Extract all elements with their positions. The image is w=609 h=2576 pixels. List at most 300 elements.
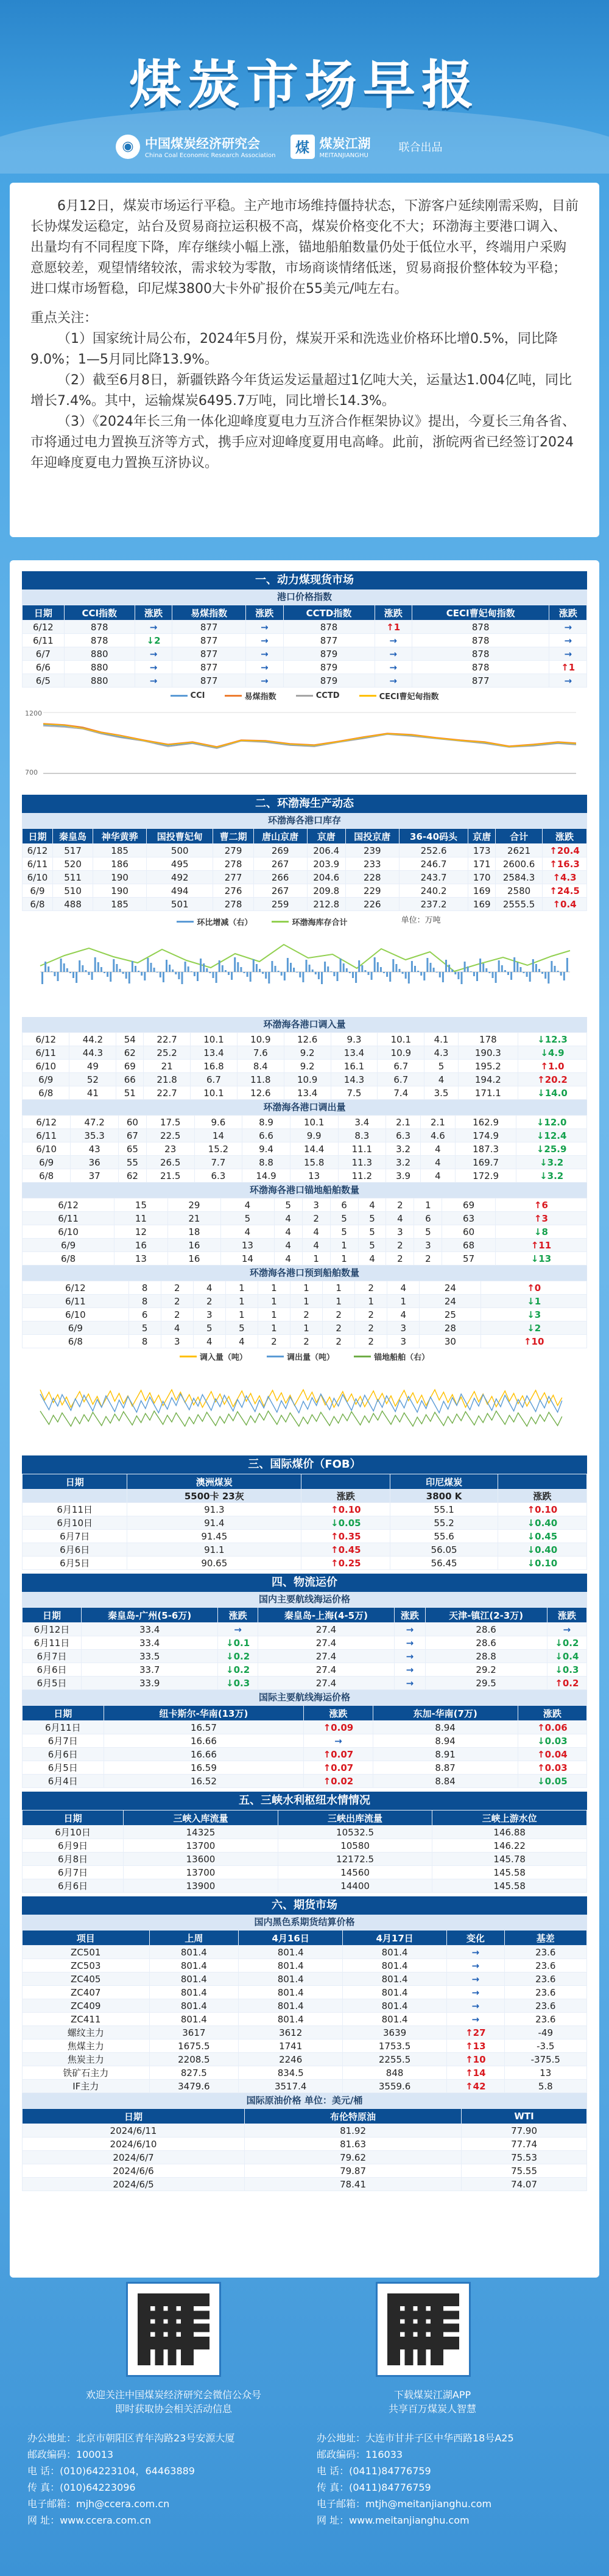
inventory-chart <box>22 932 587 1008</box>
change-bar <box>566 958 568 972</box>
table-cell: ↓3.2 <box>516 1169 587 1183</box>
change-bar <box>423 972 425 980</box>
table-cell: 23.6 <box>504 1946 586 1959</box>
table-cell: 6/10 <box>23 1308 129 1321</box>
table-cell: 21 <box>167 1212 221 1225</box>
table-cell: 1 <box>290 1295 322 1308</box>
inventory-chart-legend <box>22 913 587 927</box>
change-bar <box>510 972 512 980</box>
brand-logo <box>290 134 371 159</box>
change-bar <box>175 972 177 974</box>
table-cell: 78.41 <box>245 2178 462 2191</box>
table-cell: 23 <box>146 1142 194 1156</box>
change-bar <box>535 964 537 972</box>
table-cell: 2 <box>290 1308 322 1321</box>
table-cell: ZC411 <box>23 2013 150 2026</box>
table-cell: 240.2 <box>399 884 468 898</box>
table-cell: 1 <box>290 1281 322 1295</box>
col-header: 纽卡斯尔-华南(13万) <box>104 1706 304 1721</box>
table-cell: 5 <box>330 1225 358 1239</box>
table-cell: 1 <box>330 1239 358 1252</box>
throughput-chart-legend <box>22 1351 587 1362</box>
table-cell: 56.05 <box>390 1543 498 1557</box>
section-1-header: 一、动力煤现货市场 <box>22 571 587 589</box>
sub-header-cell: 3800 K <box>390 1490 498 1503</box>
table-cell: 15.8 <box>290 1156 338 1169</box>
table-cell: 33.7 <box>81 1663 217 1677</box>
table-cell: 145.58 <box>432 1866 587 1879</box>
change-bar <box>41 972 43 984</box>
table-row <box>23 1295 587 1308</box>
table-cell: 5 <box>414 1225 442 1239</box>
table-cell: 16 <box>114 1239 168 1252</box>
table-cell: 4.1 <box>424 1033 459 1046</box>
table-cell: 8.87 <box>373 1761 518 1775</box>
domestic-freight-table <box>22 1607 587 1690</box>
table-cell: ↑27 <box>447 2026 505 2039</box>
table-cell: 6月9日 <box>23 1839 124 1853</box>
table-cell: 14400 <box>278 1879 432 1893</box>
table-cell: ↑0.2 <box>547 1677 586 1690</box>
table-cell: 4 <box>387 1308 420 1321</box>
org-logo <box>116 134 276 159</box>
table-cell: 8.8 <box>242 1156 290 1169</box>
change-bar <box>426 958 428 972</box>
change-bar <box>498 960 500 972</box>
top-banner <box>0 0 609 174</box>
oil-unit: 单位：美元/桶 <box>304 2095 363 2106</box>
table-cell: 16.66 <box>104 1734 304 1748</box>
table-cell: 877 <box>172 621 246 634</box>
table-row <box>23 1853 587 1866</box>
col-header: CCTD指数 <box>283 605 375 621</box>
change-bar <box>306 960 308 972</box>
table-cell: 276 <box>213 884 253 898</box>
table-cell: 26.5 <box>146 1156 194 1169</box>
table-cell: ↓0.3 <box>547 1663 586 1677</box>
table-cell: 2 <box>323 1308 355 1321</box>
table-row <box>23 1516 587 1530</box>
table-cell: 3 <box>387 1335 420 1348</box>
col-header: 三峡上游水位 <box>432 1811 587 1826</box>
table-cell: 2024/6/6 <box>23 2164 245 2178</box>
change-bar <box>321 972 323 984</box>
change-bar <box>467 966 469 972</box>
international-freight-table <box>22 1705 587 1788</box>
table-cell: 2 <box>290 1335 322 1348</box>
table-cell: 14 <box>221 1252 275 1265</box>
change-bar <box>88 972 90 975</box>
table-cell: 10.9 <box>284 1073 331 1086</box>
table-cell: 834.5 <box>239 2066 343 2080</box>
table-cell: 6/9 <box>23 1073 69 1086</box>
table-cell: ↓3 <box>481 1308 587 1321</box>
brand-en: MEITANJIANGHU <box>319 152 368 159</box>
table-cell: 75.55 <box>462 2164 587 2178</box>
table-row <box>23 1530 587 1543</box>
table-cell: 2580 <box>496 884 543 898</box>
section-3-header: 三、国际煤价（FOB） <box>22 1455 587 1474</box>
table-cell: 16.8 <box>191 1060 238 1073</box>
change-bar <box>234 957 236 972</box>
table-cell: 6/11 <box>23 857 53 871</box>
change-bar <box>197 972 199 981</box>
table-cell: → <box>395 1663 425 1677</box>
table-cell: 801.4 <box>149 1946 239 1959</box>
table-cell: 6/11 <box>23 1295 129 1308</box>
table-cell: 8.4 <box>237 1060 284 1073</box>
table-cell: 206.4 <box>307 844 345 857</box>
table-cell: 16.59 <box>104 1761 304 1775</box>
change-bar <box>309 965 311 972</box>
change-bar <box>439 972 441 977</box>
table-cell: 4 <box>421 1142 456 1156</box>
table-cell: 75.53 <box>462 2151 587 2164</box>
table-row <box>23 1033 587 1046</box>
change-bar <box>470 971 472 972</box>
table-cell: 3559.6 <box>343 2080 447 2093</box>
table-cell: 6/8 <box>23 1252 114 1265</box>
svg-text:700: 700 <box>25 769 38 776</box>
table-cell: 15 <box>114 1198 168 1212</box>
table-cell: 3 <box>161 1335 193 1348</box>
table-cell: 4.3 <box>424 1046 459 1060</box>
table-cell: 10.9 <box>237 1033 284 1046</box>
change-bar <box>399 969 401 972</box>
change-bar <box>340 959 342 972</box>
change-bar <box>414 966 416 972</box>
change-bar <box>383 972 385 973</box>
table-cell: 1741 <box>239 2039 343 2053</box>
table-cell: 4 <box>193 1281 225 1295</box>
table-cell: 801.4 <box>343 1946 447 1959</box>
change-bar <box>287 958 289 972</box>
table-cell: 22.5 <box>146 1129 194 1142</box>
table-cell: ↓4.9 <box>518 1046 586 1060</box>
table-cell: ↓25.9 <box>516 1142 587 1156</box>
change-bar <box>128 972 130 984</box>
table-cell: 66 <box>116 1073 144 1086</box>
table-cell: 13 <box>221 1239 275 1252</box>
change-bar <box>100 967 102 972</box>
table-row <box>23 1046 587 1060</box>
table-cell: 6/11 <box>23 1046 69 1060</box>
table-cell: 4 <box>193 1335 225 1348</box>
table-cell: 6月5日 <box>23 1557 127 1570</box>
table-cell: 495 <box>147 857 213 871</box>
table-cell: 2 <box>323 1335 355 1348</box>
table-cell: 91.45 <box>127 1530 301 1543</box>
change-bar <box>150 963 152 972</box>
col-header: 日期 <box>23 1706 104 1721</box>
table-cell: 10580 <box>278 1839 432 1853</box>
table-cell: 55.1 <box>390 1503 498 1516</box>
table-cell: 12.6 <box>237 1086 284 1100</box>
table-cell: 4 <box>274 1252 302 1265</box>
table-cell: 4 <box>387 1281 420 1295</box>
table-cell: 801.4 <box>239 1999 343 2013</box>
table-cell: 146.88 <box>432 1826 587 1839</box>
change-bar <box>259 969 261 972</box>
table-cell: → <box>246 634 283 647</box>
table-cell: 6月6日 <box>23 1663 82 1677</box>
change-bar <box>213 972 214 978</box>
table-cell: ↑42 <box>447 2080 505 2093</box>
change-bar <box>138 971 139 972</box>
table-cell: 4 <box>221 1198 275 1212</box>
col-header: 涨跌 <box>135 605 172 621</box>
table-row <box>23 884 587 898</box>
table-row <box>23 1972 587 1986</box>
sub-header-cell: 5500卡 23灰 <box>127 1490 301 1503</box>
table-cell: 878 <box>64 621 135 634</box>
wechat-qr-code[interactable] <box>128 2284 219 2375</box>
change-bar <box>63 963 65 972</box>
table-cell: 2 <box>258 1335 290 1348</box>
change-bar <box>318 972 320 979</box>
table-cell: 13.4 <box>191 1046 238 1060</box>
table-cell: 2 <box>161 1281 193 1295</box>
table-cell: 6/11 <box>23 1212 114 1225</box>
table-cell: 3.2 <box>386 1156 421 1169</box>
table-cell: 10532.5 <box>278 1826 432 1839</box>
table-cell: 16 <box>167 1252 221 1265</box>
table-cell: 195.2 <box>458 1060 518 1073</box>
table-cell: 146.22 <box>432 1839 587 1853</box>
table-row <box>23 2178 587 2191</box>
col-header: 国投曹妃甸 <box>147 829 213 844</box>
price-index-chart <box>22 706 587 783</box>
table-cell: IF主力 <box>23 2080 150 2093</box>
change-bar <box>172 970 174 972</box>
table-row <box>23 1225 587 1239</box>
table-row <box>23 1826 587 1839</box>
table-cell: 2 <box>323 1321 355 1335</box>
change-bar <box>113 959 114 972</box>
org-cn: 中国煤炭经济研究会 <box>145 136 260 151</box>
table-cell: ↓2 <box>135 634 172 647</box>
table-cell: 25.2 <box>144 1046 191 1060</box>
change-bar <box>82 965 83 972</box>
change-bar <box>501 965 503 972</box>
legend-outflow: 调出量（吨） <box>267 1351 334 1362</box>
table-cell: 6.7 <box>378 1073 424 1086</box>
change-bar <box>181 972 183 984</box>
table-cell: 3 <box>387 1321 420 1335</box>
section-4-header: 四、物流运价 <box>22 1574 587 1592</box>
change-bar <box>495 972 497 983</box>
col-header: 京唐 <box>468 829 496 844</box>
app-qr-code[interactable] <box>378 2284 469 2375</box>
table-cell: 55 <box>118 1156 146 1169</box>
table-cell: ↓0.2 <box>218 1650 258 1663</box>
change-bar <box>482 963 484 972</box>
change-bar <box>461 972 463 984</box>
brand-cn: 煤炭江湖 <box>319 136 371 151</box>
table-row <box>23 1748 587 1761</box>
table-cell: 190 <box>93 871 147 884</box>
table-cell: 2 <box>302 1212 330 1225</box>
sub-header-cell: 涨跌 <box>301 1490 390 1503</box>
table-cell: 1 <box>414 1198 442 1212</box>
table-cell: 145.78 <box>432 1853 587 1866</box>
table-cell: 170 <box>468 871 496 884</box>
table-cell: ↓0.3 <box>218 1677 258 1690</box>
table-cell: 13 <box>504 2066 586 2080</box>
table-row <box>23 857 587 871</box>
table-cell: 33.9 <box>81 1677 217 1690</box>
oil-subheader: 国际原油价格 单位：美元/桶 <box>22 2093 587 2108</box>
table-cell: → <box>447 1946 505 1959</box>
table-cell: 55.2 <box>390 1516 498 1530</box>
table-cell: 6/7 <box>23 647 65 661</box>
throughput-chart <box>22 1367 587 1443</box>
change-bar <box>69 972 71 973</box>
table-cell: → <box>246 674 283 688</box>
table-cell: ↑16.3 <box>543 857 587 871</box>
table-cell: 33.4 <box>81 1636 217 1650</box>
change-bar <box>349 972 351 973</box>
table-cell: 5 <box>225 1321 258 1335</box>
table-row <box>23 1116 587 1129</box>
col-header: 36-40码头 <box>399 829 468 844</box>
org-text <box>145 134 276 159</box>
table-cell: 6月11日 <box>23 1636 82 1650</box>
table-cell: 3.9 <box>386 1169 421 1183</box>
table-cell: 8 <box>128 1335 161 1348</box>
table-cell: 1 <box>323 1295 355 1308</box>
table-cell: 5.8 <box>504 2080 586 2093</box>
change-bar <box>507 972 509 975</box>
association-logo-icon: ◉ <box>116 135 140 159</box>
table-cell: 9.3 <box>331 1033 378 1046</box>
table-cell: ↓13 <box>495 1252 586 1265</box>
table-row <box>23 1663 587 1677</box>
table-cell: 6月10日 <box>23 1516 127 1530</box>
table-cell: 1 <box>258 1295 290 1308</box>
col-header: 日期 <box>23 605 65 621</box>
table-cell: 16 <box>167 1239 221 1252</box>
change-bar <box>51 971 52 972</box>
col-header: 涨跌 <box>304 1706 373 1721</box>
right-contact: 办公地址：大连市甘井子区中华西路18号A25 邮政编码：116033 电 话：(0411)84776759 传 真：(0411)84776759 电子邮箱：mtjh@meitanjianghu.com 网 址：www.meitanjianghu.com <box>317 2432 514 2526</box>
change-bar <box>519 967 521 972</box>
change-bar <box>529 972 531 982</box>
table-cell: ↑1 <box>549 661 587 674</box>
table-cell: 13 <box>114 1252 168 1265</box>
change-bar <box>352 972 354 978</box>
table-cell: 2 <box>355 1308 387 1321</box>
flow-series-line <box>40 1390 562 1407</box>
table-row <box>23 1281 587 1295</box>
change-bar <box>324 962 326 972</box>
table-cell: 7.4 <box>378 1086 424 1100</box>
col-header: 京唐 <box>307 829 345 844</box>
col-header: 日期 <box>23 829 53 844</box>
table-cell: 5 <box>274 1198 302 1212</box>
table-cell: 7.7 <box>194 1156 242 1169</box>
table-cell: ↓2 <box>481 1321 587 1335</box>
table-cell: 4.6 <box>421 1129 456 1142</box>
table-cell: 511 <box>52 871 93 884</box>
table-cell: ZC405 <box>23 1972 150 1986</box>
col-header: 上周 <box>149 1930 239 1946</box>
table-cell: 14.4 <box>290 1142 338 1156</box>
table-cell: 74.07 <box>462 2178 587 2191</box>
table-cell: → <box>375 647 412 661</box>
change-bar <box>312 970 314 972</box>
domestic-freight-subheader: 国内主要航线海运价格 <box>22 1592 587 1607</box>
table-cell: 879 <box>283 661 375 674</box>
change-bar <box>178 972 180 979</box>
table-cell: → <box>395 1650 425 1663</box>
table-cell: 67 <box>118 1129 146 1142</box>
table-cell: 267 <box>253 857 307 871</box>
change-bar <box>488 972 490 973</box>
table-cell: 3 <box>414 1239 442 1252</box>
table-cell: 239 <box>345 844 399 857</box>
table-cell: 60 <box>118 1116 146 1129</box>
table-cell: 65 <box>118 1142 146 1156</box>
col-header: 秦皇岛-广州(5-6万) <box>81 1608 217 1623</box>
table-cell: 172.9 <box>455 1169 516 1183</box>
brand-text <box>320 134 371 159</box>
table-cell: ↓0.1 <box>218 1636 258 1650</box>
table-cell: 2584.3 <box>496 871 543 884</box>
inventory-table <box>22 828 587 911</box>
table-cell: 6 <box>128 1308 161 1321</box>
change-bar <box>265 972 267 979</box>
table-cell: 2 <box>386 1252 414 1265</box>
table-row <box>23 621 587 634</box>
table-cell: 24 <box>420 1281 481 1295</box>
table-cell: ↓0.4 <box>547 1650 586 1663</box>
table-cell: 500 <box>147 844 213 857</box>
table-cell: 878 <box>283 621 375 634</box>
table-cell: 880 <box>64 674 135 688</box>
table-row <box>23 2124 587 2138</box>
change-bar <box>448 965 450 972</box>
change-bar <box>343 963 345 972</box>
change-bar <box>216 972 217 983</box>
table-cell: ↑0.25 <box>301 1557 390 1570</box>
table-cell: 2024/6/11 <box>23 2124 245 2138</box>
table-cell: 6/9 <box>23 1321 129 1335</box>
change-bar <box>296 972 298 973</box>
table-cell: → <box>135 621 172 634</box>
table-cell: 6/12 <box>23 1116 71 1129</box>
table-row <box>23 844 587 857</box>
change-bar <box>392 959 394 972</box>
table-cell: 1 <box>225 1295 258 1308</box>
col-header: CCI指数 <box>64 605 135 621</box>
table-cell: 63 <box>442 1212 496 1225</box>
table-cell: 2246 <box>239 2053 343 2066</box>
table-row <box>23 674 587 688</box>
change-bar <box>185 962 186 972</box>
summary-card <box>10 183 599 537</box>
change-bar <box>66 968 68 972</box>
table-cell: 190.3 <box>458 1046 518 1060</box>
change-bar <box>141 972 143 976</box>
change-bar <box>408 972 410 984</box>
table-row <box>23 661 587 674</box>
table-cell: 6月5日 <box>23 1677 82 1690</box>
table-cell: 278 <box>213 898 253 911</box>
table-cell: 13.4 <box>284 1086 331 1100</box>
table-cell: 169.7 <box>455 1156 516 1169</box>
table-cell: 81.92 <box>245 2124 462 2138</box>
